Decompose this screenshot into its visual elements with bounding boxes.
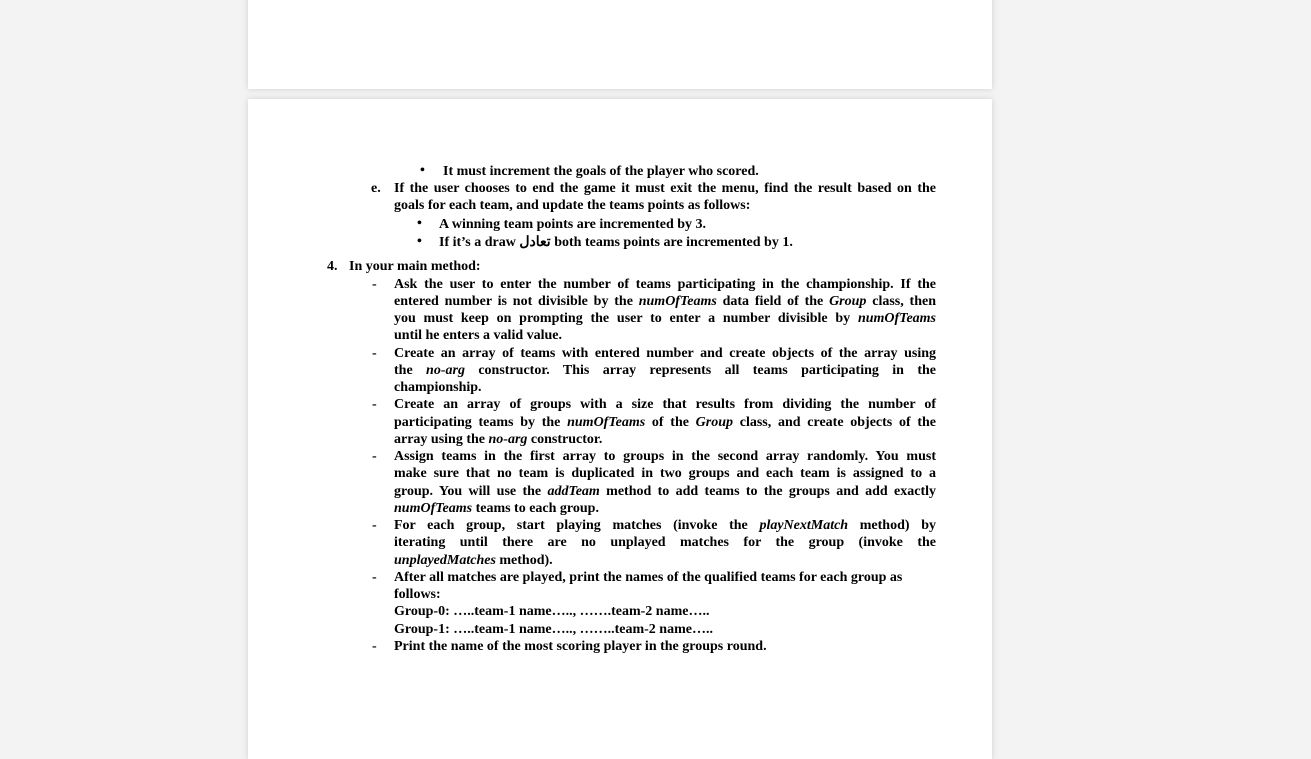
item-line: Ask the user to enter the number of teams participating in the championship. If the (394, 277, 936, 292)
bullet-marker: • (417, 234, 422, 249)
dash-marker: - (372, 449, 377, 464)
item-line: the no-arg constructor. This array represents all teams participating in the (394, 363, 936, 378)
item-line: numOfTeams teams to each group. (394, 501, 599, 516)
item-line: follows: (394, 587, 441, 602)
item-line: Print the name of the most scoring player in the groups round. (394, 639, 767, 654)
item-line: Group-1: …..team-1 name….., ……..team-2 name….. (394, 622, 713, 637)
dash-marker: - (372, 570, 377, 585)
dash-marker: - (372, 346, 377, 361)
section-number: 4. (327, 259, 338, 274)
bullet-marker: • (417, 216, 422, 231)
dash-marker: - (372, 518, 377, 533)
item-e-line-1: If the user chooses to end the game it must exit the menu, find the result based on the (394, 181, 936, 196)
item-line: championship. (394, 380, 482, 395)
item-line: you must keep on prompting the user to enter a number divisible by numOfTeams (394, 311, 936, 326)
item-line: participating teams by the numOfTeams of the Group class, and create objects of the (394, 415, 937, 430)
item-line: until he enters a valid value. (394, 328, 563, 343)
item-line: Assign teams in the first array to groups in the second array randomly. You must (394, 449, 936, 464)
dash-marker: - (372, 397, 377, 412)
item-e-line-2: goals for each team, and update the teams points as follows: (394, 198, 751, 213)
bullet-text: If it’s a draw تعادل both teams points are incremented by 1. (439, 235, 793, 250)
item-line: unplayedMatches method). (394, 553, 553, 568)
item-line: group. You will use the addTeam method to add teams to the groups and add exactly (394, 484, 936, 499)
item-line: entered number is not divisible by the numOfTeams data field of the Group class, then (394, 294, 936, 309)
item-line: make sure that no team is duplicated in two groups and each team is assigned to a (394, 466, 936, 481)
item-line: Group-0: …..team-1 name….., …….team-2 name….. (394, 604, 710, 619)
section-heading: In your main method: (349, 259, 481, 274)
document-page (248, 99, 992, 759)
bullet-text: It must increment the goals of the player who scored. (443, 164, 759, 179)
item-line: iterating until there are no unplayed matches for the group (invoke the (394, 535, 936, 550)
item-line: After all matches are played, print the names of the qualified teams for each group as (394, 570, 903, 585)
item-line: array using the no-arg constructor. (394, 432, 603, 447)
list-marker-e: e. (371, 181, 381, 196)
item-line: Create an array of groups with a size that results from dividing the number of (394, 397, 936, 412)
previous-page (248, 0, 992, 89)
item-line: Create an array of teams with entered number and create objects of the array using (394, 346, 936, 361)
bullet-marker: • (420, 163, 425, 178)
dash-marker: - (372, 639, 377, 654)
bullet-text: A winning team points are incremented by 3. (439, 217, 707, 232)
dash-marker: - (372, 277, 377, 292)
item-line: For each group, start playing matches (invoke the playNextMatch method) by (394, 518, 936, 533)
